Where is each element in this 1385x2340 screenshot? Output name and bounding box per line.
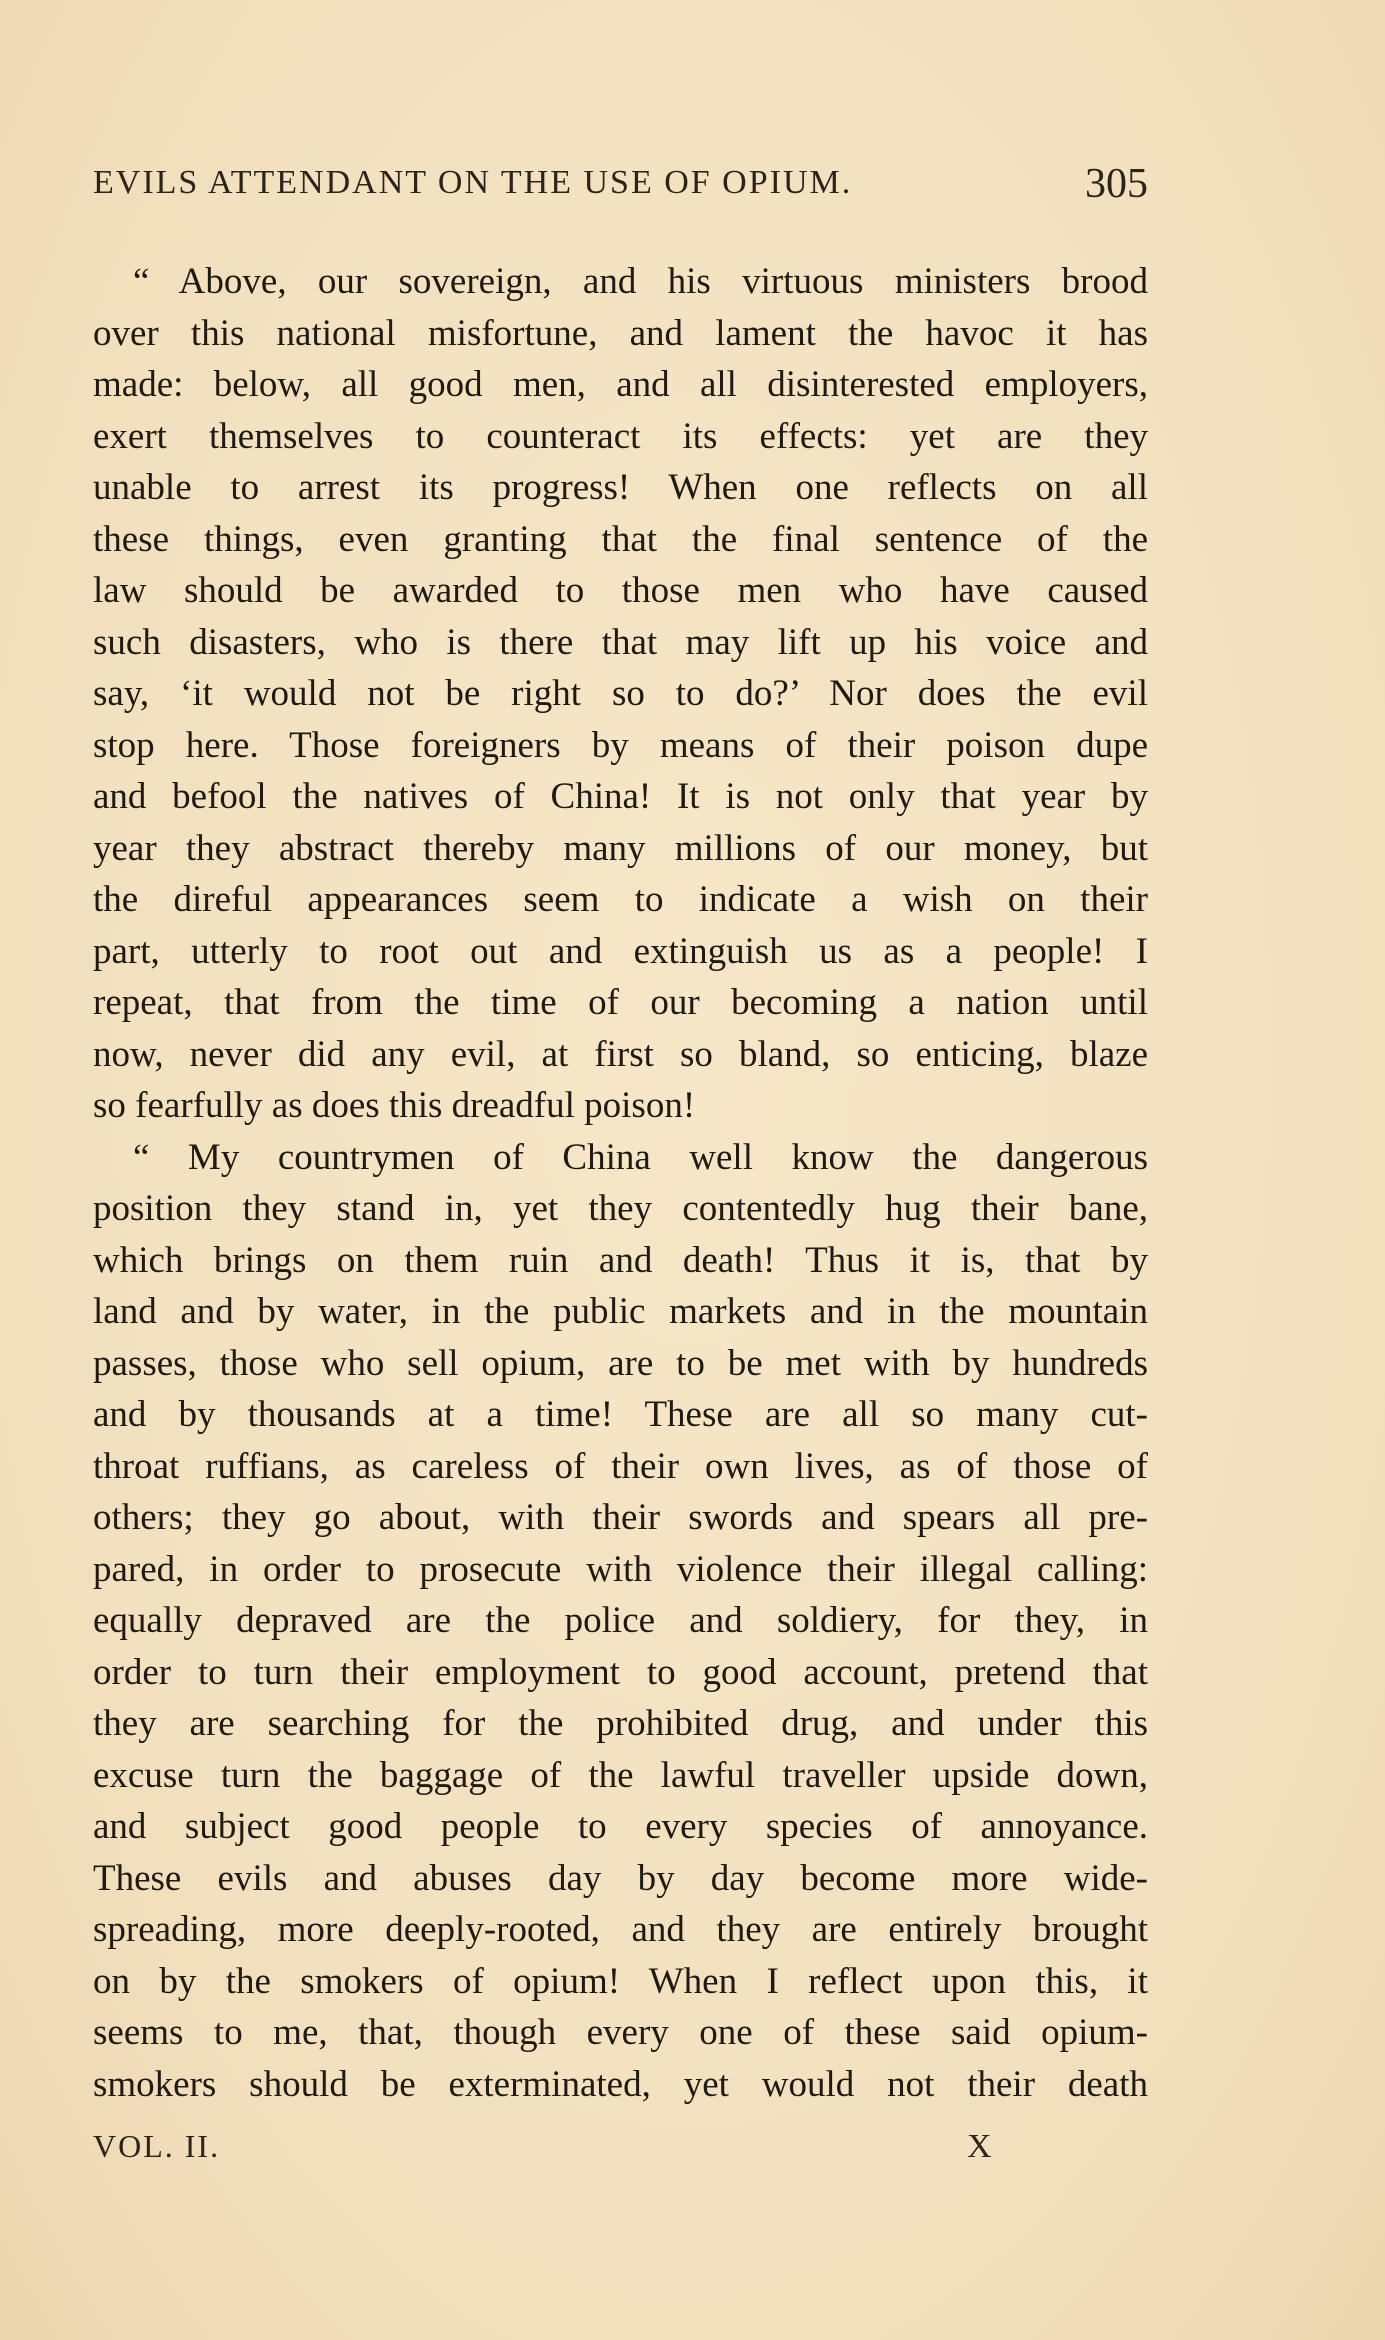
text-line: year they abstract thereby many millions of our money, but xyxy=(93,827,1148,869)
signature-mark: X xyxy=(967,2128,994,2165)
text-line: law should be awarded to those men who have caused xyxy=(93,570,1148,611)
text-line: these things, even granting that the final sentence of the xyxy=(93,518,1148,560)
text-line: and befool the natives of China! It is not only that year by xyxy=(93,776,1148,817)
volume-signature: VOL. II. xyxy=(93,2128,221,2164)
page-footer xyxy=(93,2128,1148,2178)
page-header xyxy=(93,160,1148,210)
page-number: 305 xyxy=(1085,161,1148,207)
text-line: they are searching for the prohibited drug, and under this xyxy=(93,1703,1148,1744)
text-line: the direful appearances seem to indicate a wish on their xyxy=(93,879,1148,920)
text-line: so fearfully as does this dreadful poison! xyxy=(93,1085,696,1126)
text-line: passes, those who sell opium, are to be met with by hundreds xyxy=(93,1342,1148,1384)
text-line: say, ‘it would not be right so to do?’ Nor does the evil xyxy=(93,673,1148,714)
text-line: spreading, more deeply-rooted, and they are entirely brought xyxy=(93,1909,1148,1950)
text-line: now, never did any evil, at first so bland, so enticing, blaze xyxy=(93,1033,1148,1075)
text-line: equally depraved are the police and soldiery, for they, in xyxy=(93,1600,1148,1641)
text-line: repeat, that from the time of our becoming a nation until xyxy=(93,982,1148,1023)
text-line: and by thousands at a time! These are all so many cut- xyxy=(93,1394,1148,1435)
text-line: These evils and abuses day by day become more wide- xyxy=(93,1857,1148,1899)
text-line: pared, in order to prosecute with violence their illegal calling: xyxy=(93,1548,1148,1590)
text-line: and subject good people to every species of annoyance. xyxy=(93,1806,1148,1847)
text-line: such disasters, who is there that may lift up his voice and xyxy=(93,621,1148,663)
text-line: made: below, all good men, and all disinterested employers, xyxy=(93,364,1148,405)
text-line: “ My countrymen of China well know the dangerous xyxy=(133,1136,1148,1178)
text-line: on by the smokers of opium! When I reflect upon this, it xyxy=(93,1960,1148,2002)
text-line: over this national misfortune, and lament the havoc it has xyxy=(93,312,1148,354)
text-line: exert themselves to counteract its effects: yet are they xyxy=(93,415,1148,457)
text-line: stop here. Those foreigners by means of their poison dupe xyxy=(93,724,1148,766)
text-line: unable to arrest its progress! When one reflects on all xyxy=(93,467,1148,508)
text-line: which brings on them ruin and death! Thus it is, that by xyxy=(93,1239,1148,1281)
text-line: throat ruffians, as careless of their own lives, as of those of xyxy=(93,1445,1148,1487)
body-text xyxy=(93,256,1148,2110)
text-line: excuse turn the baggage of the lawful traveller upside down, xyxy=(93,1754,1148,1796)
text-line: order to turn their employment to good account, pretend that xyxy=(93,1651,1148,1693)
text-line: others; they go about, with their swords and spears all pre- xyxy=(93,1497,1148,1538)
text-line: position they stand in, yet they contentedly hug their bane, xyxy=(93,1188,1148,1229)
text-line: seems to me, that, though every one of these said opium- xyxy=(93,2012,1148,2053)
text-line: “ Above, our sovereign, and his virtuous ministers brood xyxy=(133,261,1148,302)
text-line: part, utterly to root out and extinguish us as a people! I xyxy=(93,930,1148,972)
running-title: EVILS ATTENDANT ON THE USE OF OPIUM. xyxy=(93,164,853,201)
text-line: land and by water, in the public markets and in the mountain xyxy=(93,1291,1148,1332)
text-line: smokers should be exterminated, yet would not their death xyxy=(93,2063,1148,2105)
